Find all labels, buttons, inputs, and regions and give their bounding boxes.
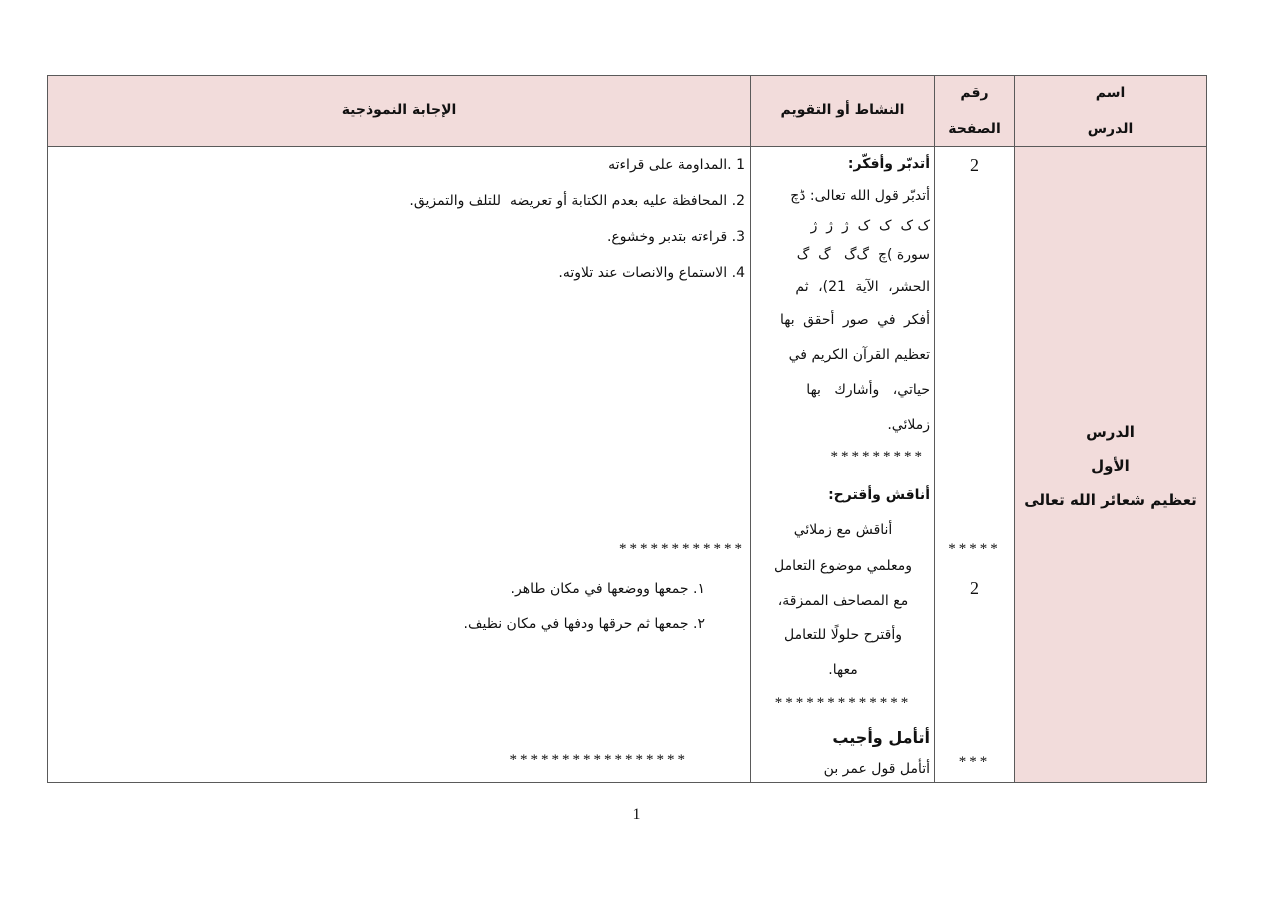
activity-reflect-line: زملائي. [887,417,930,433]
header-answer-label: الإجابة النموذجية [341,102,457,118]
activity-heading-reflect: أتدبّر وأفكّر: [847,156,930,172]
page-number: 1 [632,806,641,823]
header-lesson-name-label-line2: الدرس [1087,121,1134,137]
activity-reflect-line: أفكر في صور أحقق بها [780,312,930,328]
page-separator-1: ***** [948,541,1001,557]
activity-discuss-line: أناقش مع زملائي [793,522,893,538]
answer-item: 1 .المداومة على قراءته [608,157,745,173]
answer-item: 4. الاستماع والانصات عند تلاوته. [558,265,745,281]
activity-discuss-line: ومعلمي موضوع التعامل [773,558,913,574]
answer-separator-2: ***************** [509,752,688,768]
header-page-number-label-line1: رقم [960,85,989,101]
answer-item: ١. جمعها ووضعها في مكان طاهر. [510,581,705,597]
activity-heading-discuss: أناقش وأقترح: [828,487,930,503]
page-separator-2: *** [958,754,991,770]
activity-reflect-line: حياتي، وأشارك بها [806,382,930,398]
header-activity-label: النشاط أو التقويم [780,102,905,118]
lesson-title-line3: تعظيم شعائر الله تعالى [1024,491,1197,509]
answer-separator-1: ************ [619,541,745,557]
activity-separator-2: ************* [774,695,912,711]
header-page-number-label-line2: الصفحة [948,121,1001,137]
answer-item: ٢. جمعها ثم حرقها ودفها في مكان نظيف. [463,616,705,632]
body-cell-page-number [934,146,1015,783]
activity-discuss-line: وأقترح حلولًا للتعامل [784,627,902,643]
activity-reflect-line: تعظيم القرآن الكريم في [788,347,930,363]
page-ref-2: 2 [970,578,979,598]
answer-item: 3. قراءته بتدبر وخشوع. [606,229,745,245]
activity-reflect-line: الحشر، الآية 21)، ثم [795,279,930,295]
activity-reflect-line: أتدبّر قول الله تعالى: ڈچ [790,188,930,204]
activity-discuss-line: معها. [828,662,858,678]
lesson-title-line1: الدرس [1086,423,1135,441]
lesson-title-line2: الأول [1091,457,1130,475]
activity-heading-contemplate: أتأمل وأجيب [832,728,930,747]
activity-separator-1: ********* [830,449,925,465]
page-ref-1: 2 [970,155,979,175]
answer-item: 2. المحافظة عليه بعدم الكتابة أو تعريضه للتلف والتمزيق. [409,193,745,209]
activity-contemplate-line: أتأمل قول عمر بن [823,761,930,777]
header-lesson-name-label-line1: اسم [1095,85,1126,101]
activity-reflect-line: ک ک ک ک ژ ژ ژ [810,218,930,234]
activity-discuss-line: مع المصاحف الممزقة، [777,593,909,609]
activity-reflect-line: سورة )چ گ‌گ گ گ [796,247,930,263]
